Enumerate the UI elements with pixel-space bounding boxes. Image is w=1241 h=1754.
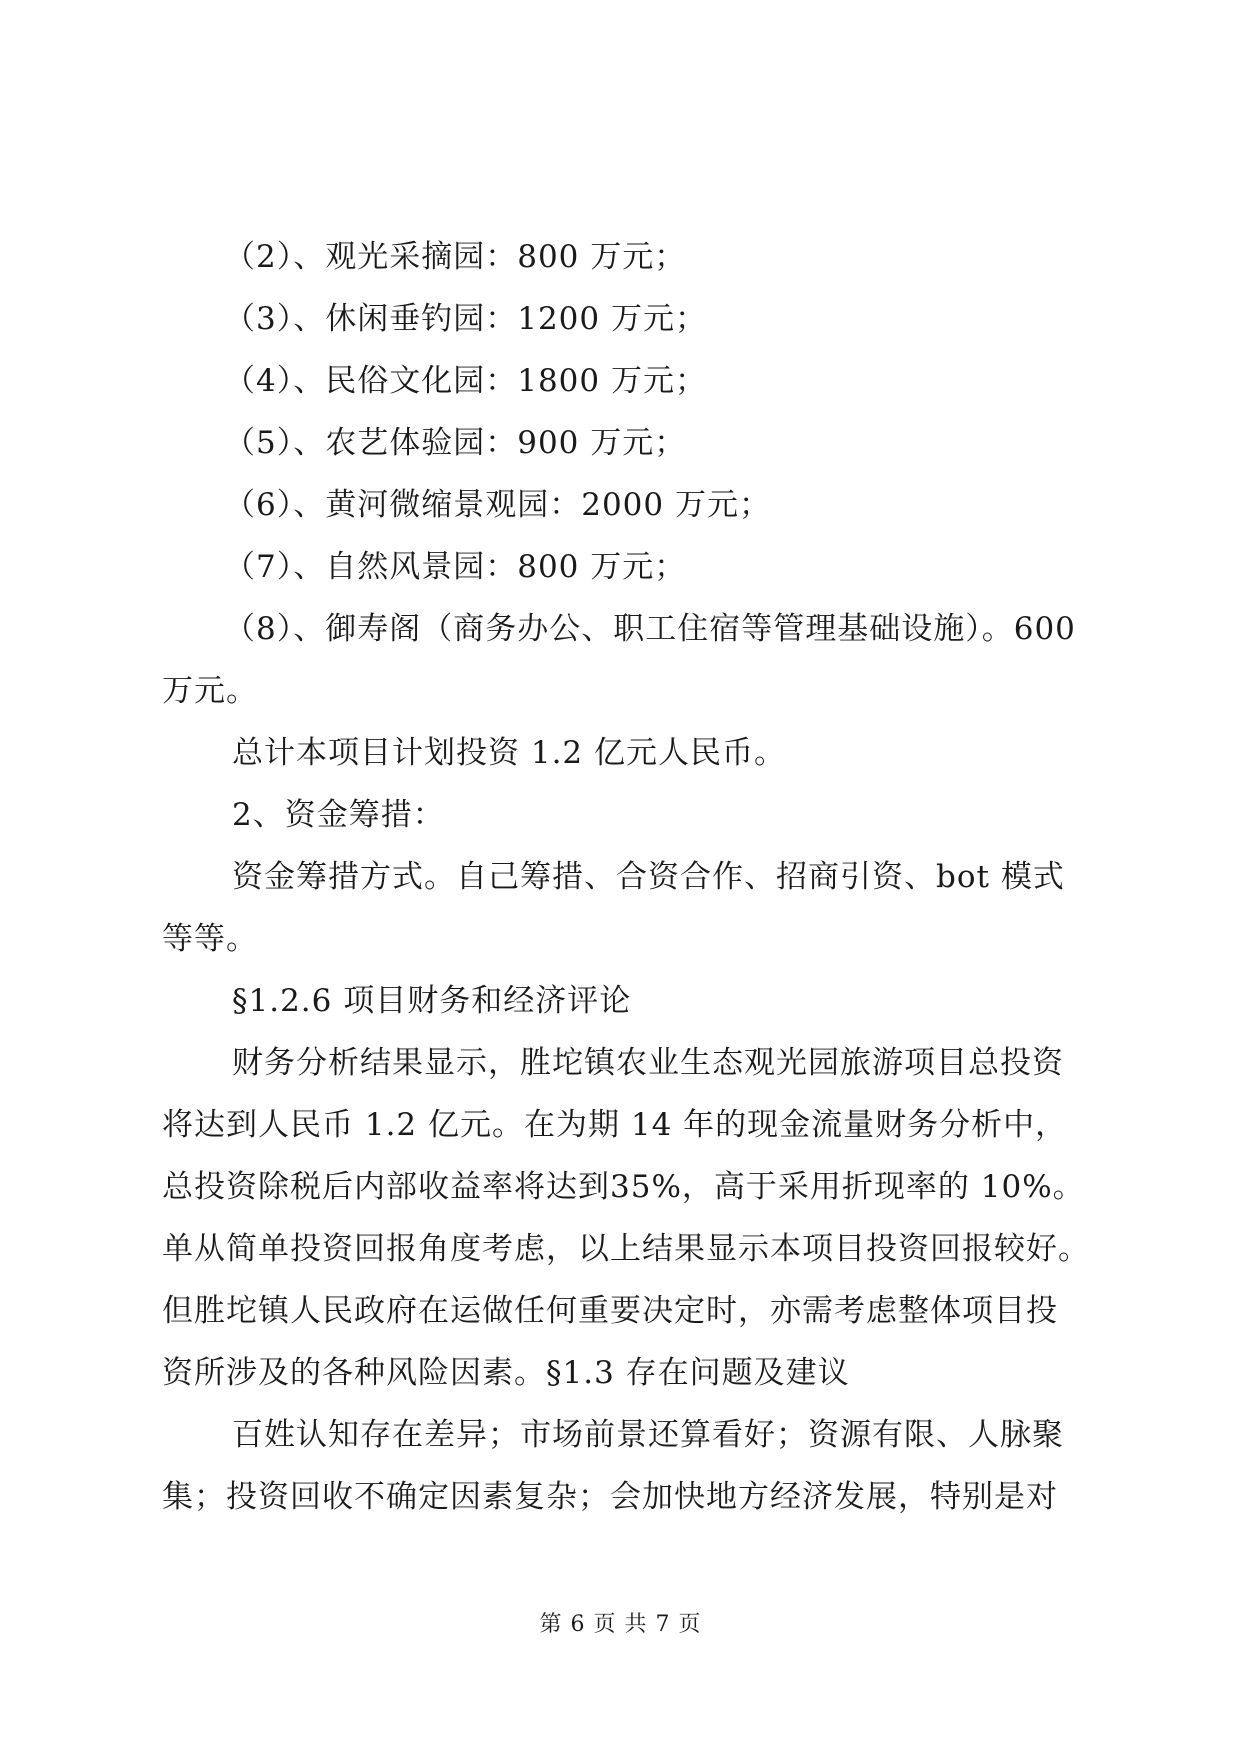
budget-item-4: （4）、民俗文化园：1800 万元； (224, 363, 707, 399)
finance-paragraph-line: 财务分析结果显示，胜坨镇农业生态观光园旅游项目总投资 (232, 1045, 1064, 1081)
finance-paragraph-line: 但胜坨镇人民政府在运做任何重要决定时，亦需考虑整体项目投 (162, 1293, 1058, 1329)
budget-item-8: （8）、御寿阁（商务办公、职工住宿等管理基础设施）。600 (224, 611, 1076, 647)
budget-item-6: （6）、黄河微缩景观园：2000 万元； (224, 487, 771, 523)
finance-paragraph-line: 单从简单投资回报角度考虑，以上结果显示本项目投资回报较好。 (162, 1231, 1090, 1267)
budget-item-8-cont: 万元。 (162, 673, 258, 709)
document-body (162, 226, 1090, 1528)
issues-paragraph-line: 集；投资回收不确定因素复杂；会加快地方经济发展，特别是对 (162, 1479, 1058, 1515)
funding-paragraph: 资金筹措方式。自己筹措、合资合作、招商引资、bot 模式 (232, 859, 1065, 895)
funding-paragraph-cont: 等等。 (162, 921, 258, 957)
budget-item-7: （7）、自然风景园：800 万元； (224, 549, 687, 585)
budget-item-2: （2）、观光采摘园：800 万元； (224, 239, 687, 275)
budget-item-5: （5）、农艺体验园：900 万元； (224, 425, 687, 461)
page-footer: 第 6 页 共 7 页 (539, 1612, 702, 1637)
issues-paragraph-line: 百姓认知存在差异；市场前景还算看好；资源有限、人脉聚 (232, 1417, 1064, 1453)
total-investment: 总计本项目计划投资 1.2 亿元人民币。 (232, 735, 787, 771)
finance-paragraph-line: 总投资除税后内部收益率将达到35%，高于采用折现率的 10%。 (162, 1169, 1085, 1205)
finance-paragraph-line: 将达到人民币 1.2 亿元。在为期 14 年的现金流量财务分析中， (162, 1107, 1068, 1143)
section-heading-finance: §1.2.6 项目财务和经济评论 (232, 983, 632, 1019)
finance-paragraph-line: 资所涉及的各种风险因素。§1.3 存在问题及建议 (162, 1355, 850, 1391)
section-heading-funding: 2、资金筹措： (232, 797, 445, 833)
budget-item-3: （3）、休闲垂钓园：1200 万元； (224, 301, 707, 337)
